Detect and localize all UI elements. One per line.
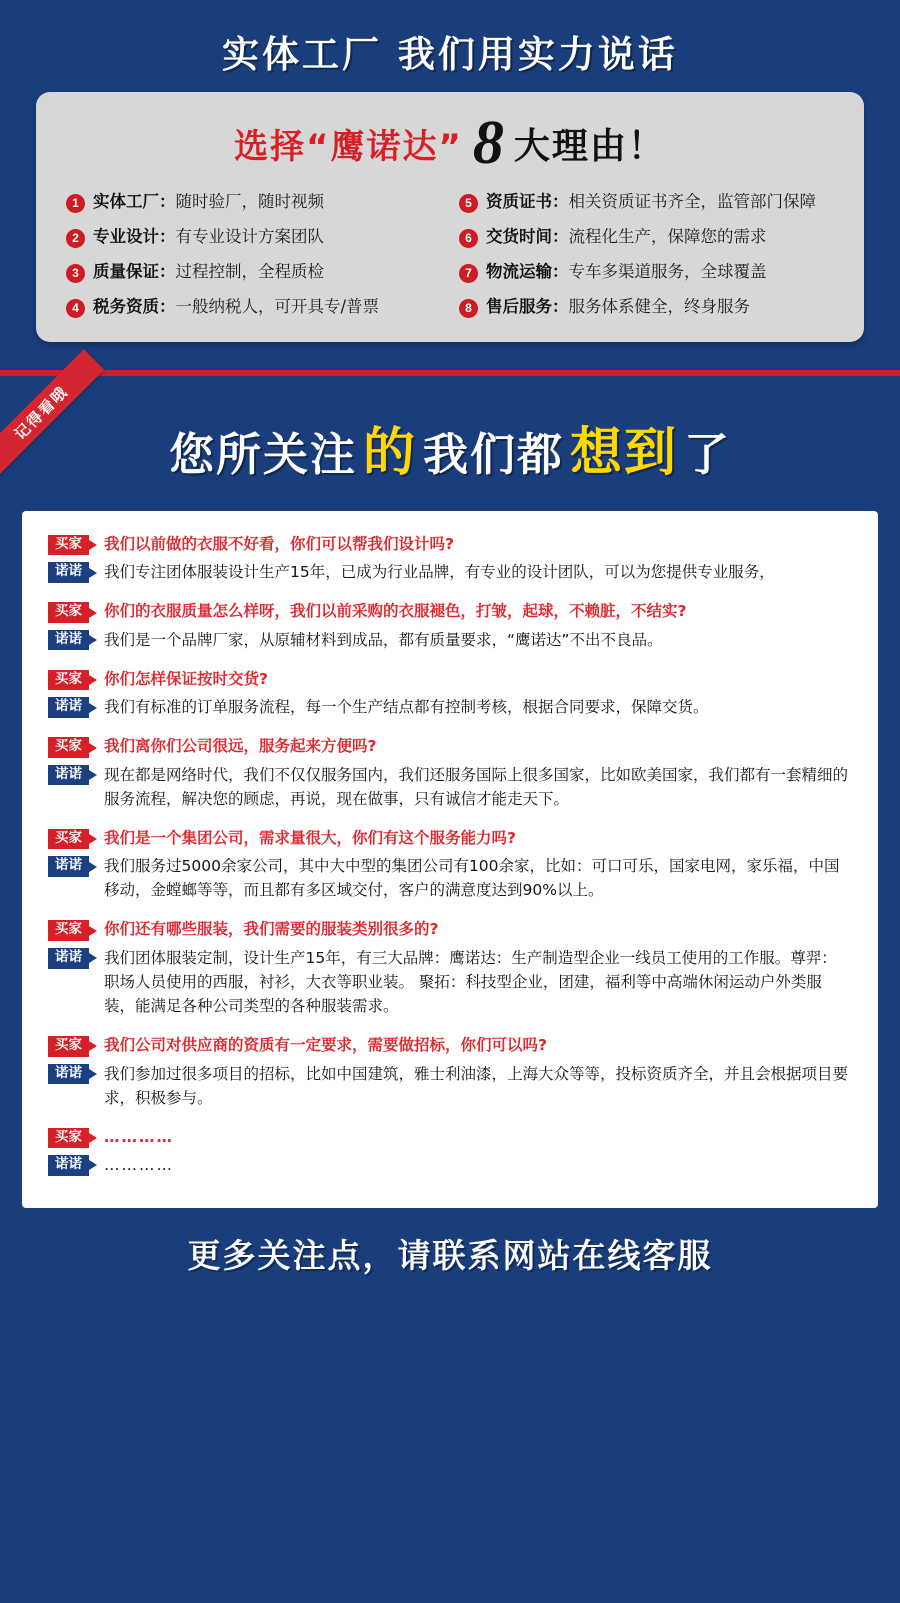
- qa-question-row: [48, 1034, 852, 1057]
- qa-question: 我们离你们公司很远，服务起来方便吗?: [104, 737, 377, 756]
- reply-tag: 诺诺: [48, 948, 89, 969]
- qa-answer-row: [48, 560, 852, 584]
- reason-title: 物流运输：: [486, 261, 569, 281]
- qa-question: 我们以前做的衣服不好看，你们可以帮我们设计吗?: [104, 534, 454, 553]
- reason-item: [66, 262, 441, 283]
- qa-question-row: [48, 1126, 852, 1149]
- qa-answer: 我们是一个品牌厂家，从原辅材料到成品，都有质量要求，“鹰诺达”不出不良品。: [104, 630, 663, 649]
- qa-answer-row: [48, 763, 852, 811]
- qa-question-row: [48, 668, 852, 691]
- qa-question: 你们的衣服质量怎么样呀，我们以前采购的衣服褪色，打皱，起球，不赖脏，不结实?: [104, 602, 687, 621]
- reason-number-badge: 6: [459, 229, 478, 248]
- faq-title-part-3: 我们都: [422, 427, 564, 481]
- reasons-heading-prefix: 选择“鹰诺达”: [234, 127, 463, 168]
- reasons-card: [36, 92, 864, 342]
- reason-text: 专车多渠道服务，全球覆盖: [568, 261, 767, 281]
- reply-tag: 诺诺: [48, 562, 89, 583]
- reason-item: [459, 297, 834, 318]
- reason-number-badge: 8: [459, 299, 478, 318]
- buyer-tag: 买家: [48, 920, 89, 941]
- reason-text: 服务体系健全，终身服务: [568, 296, 750, 316]
- qa-block: [48, 918, 852, 1018]
- qa-question: 你们还有哪些服装，我们需要的服装类别很多的?: [104, 920, 439, 939]
- reasons-section: [0, 0, 900, 360]
- qa-block: [48, 668, 852, 720]
- reason-item: [66, 227, 441, 248]
- qa-question-row: [48, 827, 852, 850]
- qa-answer: 我们专注团体服装设计生产15年，已成为行业品牌，有专业的设计团队，可以为您提供专业服务，: [104, 563, 775, 582]
- qa-question: 我们公司对供应商的资质有一定要求，需要做招标，你们可以吗?: [104, 1036, 547, 1055]
- faq-title-part-4: 想到: [570, 422, 679, 483]
- qa-answer-row: [48, 854, 852, 902]
- reason-text: 有专业设计方案团队: [175, 226, 324, 246]
- faq-footer: 更多关注点，请联系网站在线客服: [187, 1236, 713, 1276]
- reply-tag: 诺诺: [48, 1064, 89, 1085]
- qa-question: 你们怎样保证按时交货?: [104, 669, 268, 688]
- reason-item: [66, 297, 441, 318]
- reasons-heading-suffix: 大理由！: [513, 126, 666, 168]
- qa-answer: 现在都是网络时代，我们不仅仅服务国内，我们还服务国际上很多国家，比如欧美国家，我们都有一套精细的服务流程，解决您的顾虑，再说，现在做事，只有诚信才能走天下。: [104, 765, 849, 808]
- qa-answer-row: [48, 1062, 852, 1110]
- reason-text: 相关资质证书齐全，监管部门保障: [568, 191, 816, 211]
- buyer-tag: 买家: [48, 602, 89, 623]
- qa-block: [48, 1034, 852, 1110]
- reply-tag: 诺诺: [48, 1155, 89, 1176]
- reason-text: 流程化生产，保障您的需求: [568, 226, 767, 246]
- reply-tag: 诺诺: [48, 630, 89, 651]
- reasons-heading: [60, 110, 840, 190]
- qa-block: [48, 533, 852, 585]
- qa-answer-row: [48, 946, 852, 1018]
- reason-number-badge: 4: [66, 299, 85, 318]
- qa-answer-row: [48, 695, 852, 719]
- reason-item: [459, 262, 834, 283]
- qa-answer-row: [48, 1153, 852, 1177]
- buyer-tag: 买家: [48, 535, 89, 556]
- reason-text: 随时验厂，随时视频: [175, 191, 324, 211]
- faq-title: [0, 376, 900, 511]
- qa-question-row: [48, 533, 852, 556]
- reason-number-badge: 7: [459, 264, 478, 283]
- reason-title: 质量保证：: [93, 261, 176, 281]
- qa-answer: 我们团体服装定制，设计生产15年，有三大品牌：鹰诺达：生产制造型企业一线员工使用的工作服。尊羿：职场人员使用的西服，衬衫，大衣等职业装。 聚拓：科技型企业，团建，福利等中高端休闲运动户外类服装，能满足各种公司类型的各种服装需求。: [104, 949, 837, 1016]
- buyer-tag: 买家: [48, 737, 89, 758]
- faq-section: [0, 370, 900, 1301]
- reason-title: 税务资质：: [93, 296, 176, 316]
- buyer-tag: 买家: [48, 670, 89, 691]
- reason-title: 资质证书：: [486, 191, 569, 211]
- reply-tag: 诺诺: [48, 856, 89, 877]
- qa-question: 我们是一个集团公司，需求量很大，你们有这个服务能力吗?: [104, 828, 516, 847]
- faq-title-part-2: 的: [362, 422, 417, 483]
- qa-question: …………: [104, 1127, 174, 1146]
- reply-tag: 诺诺: [48, 765, 89, 786]
- reason-item: [459, 227, 834, 248]
- banner-title: 实体工厂 我们用实力说话: [222, 33, 678, 76]
- reasons-grid: [60, 190, 840, 320]
- qa-question-row: [48, 600, 852, 623]
- qa-answer: 我们参加过很多项目的招标，比如中国建筑，雅士利油漆，上海大众等等，投标资质齐全，并且会根据项目要求，积极参与。: [104, 1064, 849, 1107]
- faq-card: [22, 511, 878, 1208]
- reason-text: 一般纳税人，可开具专/普票: [175, 296, 380, 316]
- reason-title: 交货时间：: [486, 226, 569, 246]
- faq-title-part-5: 了: [684, 427, 732, 481]
- reason-title: 售后服务：: [486, 296, 569, 316]
- reason-text: 过程控制，全程质检: [175, 261, 324, 281]
- buyer-tag: 买家: [48, 829, 89, 850]
- qa-block: [48, 1126, 852, 1178]
- qa-block: [48, 827, 852, 903]
- reasons-heading-number: 8: [472, 109, 504, 177]
- reason-title: 专业设计：: [93, 226, 176, 246]
- qa-answer: 我们有标准的订单服务流程，每一个生产结点都有控制考核，根据合同要求，保障交货。: [104, 698, 709, 717]
- reason-item: [459, 192, 834, 213]
- qa-answer: 我们服务过5000余家公司，其中大中型的集团公司有100余家，比如：可口可乐，国家电网，家乐福，中国移动，金螳螂等等，而且都有多区域交付，客户的满意度达到90%以上。: [104, 857, 840, 900]
- reason-item: [66, 192, 441, 213]
- faq-title-part-1: 您所关注: [168, 427, 357, 481]
- reply-tag: 诺诺: [48, 697, 89, 718]
- qa-answer: …………: [104, 1156, 174, 1175]
- qa-question-row: [48, 735, 852, 758]
- reason-number-badge: 3: [66, 264, 85, 283]
- qa-question-row: [48, 918, 852, 941]
- reason-number-badge: 5: [459, 194, 478, 213]
- buyer-tag: 买家: [48, 1036, 89, 1057]
- buyer-tag: 买家: [48, 1128, 89, 1149]
- qa-block: [48, 600, 852, 652]
- reason-number-badge: 2: [66, 229, 85, 248]
- qa-block: [48, 735, 852, 811]
- reason-number-badge: 1: [66, 194, 85, 213]
- reason-title: 实体工厂：: [93, 191, 176, 211]
- corner-ribbon: 记得看哦: [0, 349, 104, 476]
- qa-answer-row: [48, 628, 852, 652]
